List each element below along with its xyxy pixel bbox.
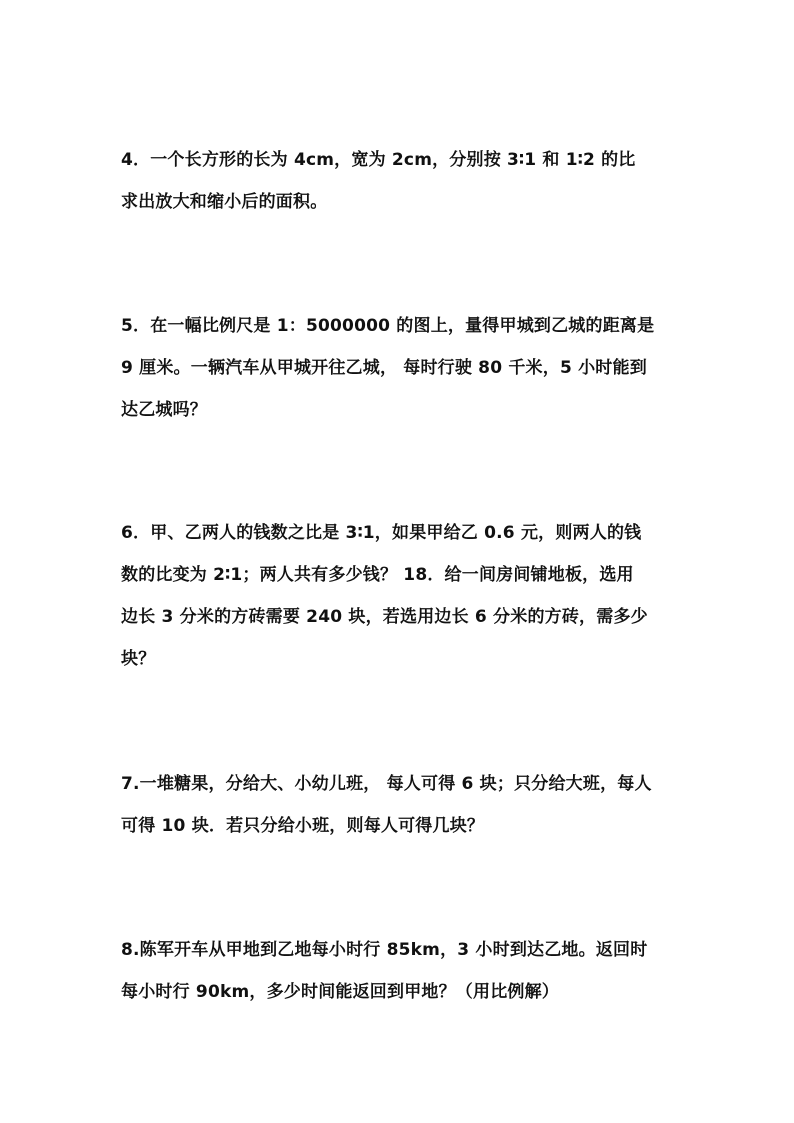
problem-5-line-3: 达乙城吗？ xyxy=(121,400,207,420)
problem-7-line-1: 7.一堆糖果，分给大、小幼儿班， 每人可得 6 块；只分给大班，每人 xyxy=(121,774,652,794)
problem-4-line-2: 求出放大和缩小后的面积。 xyxy=(121,192,328,212)
problem-8-line-1: 8.陈军开车从甲地到乙地每小时行 85km，3 小时到达乙地。返回时 xyxy=(121,940,648,960)
problem-7-line-2: 可得 10 块．若只分给小班，则每人可得几块？ xyxy=(121,816,485,836)
problem-7 xyxy=(121,763,681,847)
problem-6 xyxy=(121,512,681,680)
problem-5 xyxy=(121,305,681,431)
problem-8 xyxy=(121,929,681,1013)
problem-5-line-1: 5．在一幅比例尺是 1：5000000 的图上，量得甲城到乙城的距离是 xyxy=(121,316,655,336)
problem-6-line-4: 块？ xyxy=(121,649,156,669)
problem-8-line-2: 每小时行 90km，多少时间能返回到甲地？（用比例解） xyxy=(121,982,559,1002)
problem-4 xyxy=(121,139,681,223)
problem-6-line-3: 边长 3 分米的方砖需要 240 块，若选用边长 6 分米的方砖，需多少 xyxy=(121,607,648,627)
problem-6-line-2: 数的比变为 2∶1；两人共有多少钱？ 18．给一间房间铺地板，选用 xyxy=(121,565,634,585)
problem-4-line-1: 4．一个长方形的长为 4cm，宽为 2cm，分别按 3∶1 和 1∶2 的比 xyxy=(121,150,636,170)
problem-5-line-2: 9 厘米。一辆汽车从甲城开往乙城， 每时行驶 80 千米，5 小时能到 xyxy=(121,358,647,378)
problem-6-line-1: 6．甲、乙两人的钱数之比是 3∶1，如果甲给乙 0.6 元，则两人的钱 xyxy=(121,523,642,543)
